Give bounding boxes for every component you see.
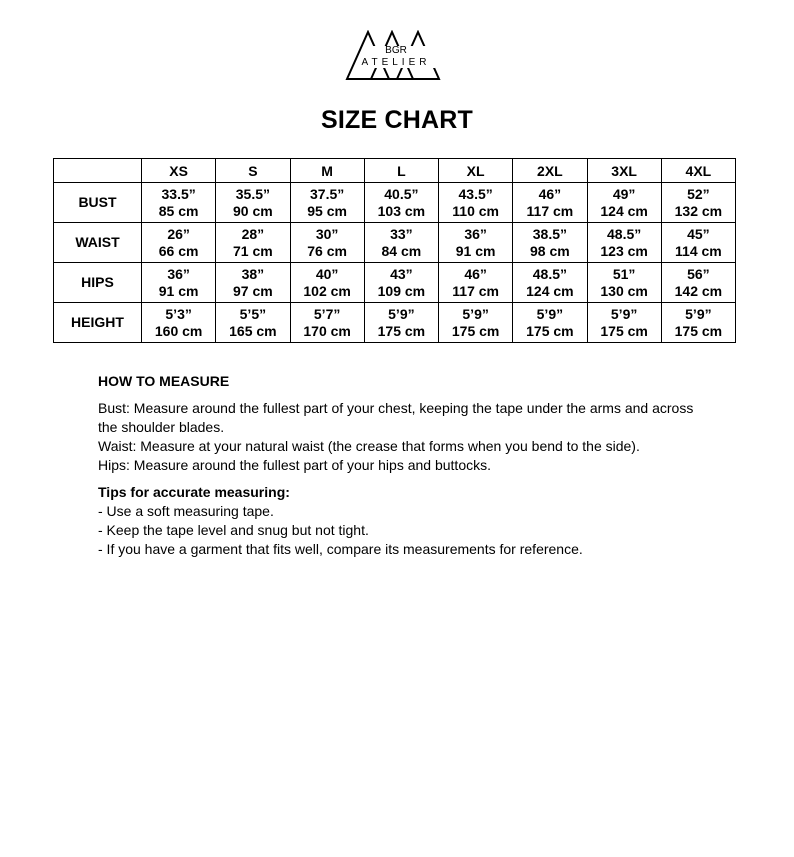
cell-inches: 5’9” (536, 305, 564, 322)
cell-inches: 26” (167, 225, 190, 242)
cell-inches: 38.5” (532, 225, 567, 242)
column-header-4xl: 4XL (661, 159, 735, 183)
cell-inches: 40.5” (384, 185, 419, 202)
cell-inches: 5’9” (388, 305, 415, 322)
table-cell (216, 263, 290, 303)
cell-centimeters: 76 cm (307, 242, 347, 259)
cell-inches: 5’5” (239, 305, 267, 322)
table-cell (364, 263, 438, 303)
table-cell (587, 303, 661, 343)
table-cell (216, 183, 290, 223)
cell-centimeters: 90 cm (233, 202, 273, 219)
table-cell (364, 183, 438, 223)
table-cell (439, 223, 513, 263)
table-cell (587, 183, 661, 223)
cell-centimeters: 97 cm (233, 282, 273, 299)
column-header-xl: XL (439, 159, 513, 183)
table-header-row (54, 159, 736, 183)
cell-inches: 5’9” (685, 305, 712, 322)
cell-inches: 52” (687, 185, 710, 202)
waist-instruction: Waist: Measure at your natural waist (the crease that forms when you bend to the side). (98, 438, 640, 454)
table-cell (290, 263, 364, 303)
measuring-instructions (98, 372, 698, 559)
logo-line1: BGR (385, 45, 407, 56)
table-cell (364, 303, 438, 343)
table-cell (216, 223, 290, 263)
cell-centimeters: 95 cm (307, 202, 347, 219)
table-cell (290, 303, 364, 343)
cell-inches: 51” (612, 265, 636, 282)
column-header-m: M (290, 159, 364, 183)
cell-centimeters: 117 cm (452, 282, 499, 299)
table-cell (661, 303, 735, 343)
table-cell (513, 223, 587, 263)
cell-centimeters: 142 cm (674, 282, 723, 299)
table-cell (439, 303, 513, 343)
cell-centimeters: 123 cm (600, 242, 648, 259)
cell-inches: 36” (167, 265, 190, 282)
table-cell (661, 183, 735, 223)
size-chart-table (53, 158, 736, 343)
cell-centimeters: 130 cm (600, 282, 648, 299)
cell-inches: 43.5” (458, 185, 493, 202)
cell-inches: 5’9” (462, 305, 489, 322)
table-cell (587, 263, 661, 303)
cell-inches: 46” (538, 185, 562, 202)
cell-inches: 56” (687, 265, 710, 282)
cell-inches: 45” (687, 225, 710, 242)
tip-item: - Use a soft measuring tape. (98, 503, 274, 519)
table-cell (439, 263, 513, 303)
cell-inches: 28” (241, 225, 265, 242)
cell-inches: 46” (464, 265, 487, 282)
cell-centimeters: 91 cm (455, 242, 496, 259)
cell-inches: 38” (241, 265, 265, 282)
table-cell (661, 263, 735, 303)
column-header-2xl: 2XL (513, 159, 587, 183)
table-cell (142, 223, 216, 263)
logo-line2: ATELIER (361, 57, 431, 68)
table-row-height (54, 303, 736, 343)
table-cell (364, 223, 438, 263)
cell-inches: 5’9” (610, 305, 638, 322)
table-cell (142, 183, 216, 223)
cell-inches: 33” (390, 225, 413, 242)
row-label: WAIST (54, 223, 142, 263)
logo-triangles-icon (345, 30, 447, 82)
cell-centimeters: 124 cm (600, 202, 648, 219)
cell-centimeters: 66 cm (158, 242, 199, 259)
column-header-xs: XS (142, 159, 216, 183)
cell-inches: 43” (390, 265, 413, 282)
cell-centimeters: 71 cm (233, 242, 273, 259)
brand-logo (345, 30, 447, 82)
table-cell (142, 303, 216, 343)
cell-centimeters: 165 cm (229, 322, 277, 339)
table-cell (142, 263, 216, 303)
cell-centimeters: 175 cm (451, 322, 500, 339)
table-cell (513, 303, 587, 343)
table-cell (290, 183, 364, 223)
how-to-measure-heading: HOW TO MEASURE (98, 373, 230, 389)
cell-centimeters: 85 cm (158, 202, 199, 219)
table-cell (661, 223, 735, 263)
cell-inches: 36” (464, 225, 487, 242)
column-header-3xl: 3XL (587, 159, 661, 183)
cell-inches: 40” (315, 265, 339, 282)
table-cell (439, 183, 513, 223)
cell-centimeters: 117 cm (526, 202, 574, 219)
cell-inches: 37.5” (310, 185, 345, 202)
cell-inches: 5’7” (313, 305, 341, 322)
row-label: BUST (54, 183, 142, 223)
cell-centimeters: 124 cm (526, 282, 574, 299)
row-label: HIPS (54, 263, 142, 303)
cell-centimeters: 84 cm (381, 242, 422, 259)
table-cell (290, 223, 364, 263)
column-header-l: L (364, 159, 438, 183)
table-cell (513, 263, 587, 303)
cell-centimeters: 132 cm (674, 202, 723, 219)
hips-instruction: Hips: Measure around the fullest part of your hips and buttocks. (98, 457, 491, 473)
cell-centimeters: 110 cm (452, 202, 499, 219)
tip-item: - Keep the tape level and snug but not tight. (98, 522, 369, 538)
row-label: HEIGHT (54, 303, 142, 343)
cell-inches: 49” (612, 185, 636, 202)
cell-centimeters: 98 cm (530, 242, 570, 259)
cell-centimeters: 175 cm (674, 322, 723, 339)
page-title: SIZE CHART (321, 106, 473, 134)
cell-centimeters: 109 cm (377, 282, 426, 299)
cell-centimeters: 175 cm (526, 322, 574, 339)
cell-inches: 35.5” (235, 185, 270, 202)
table-row-waist (54, 223, 736, 263)
table-row-hips (54, 263, 736, 303)
tips-heading: Tips for accurate measuring: (98, 484, 290, 500)
cell-centimeters: 175 cm (377, 322, 426, 339)
bust-instruction: Bust: Measure around the fullest part of your chest, keeping the tape under the arms and across the shoulder blades. (98, 400, 694, 435)
cell-inches: 5’3” (165, 305, 192, 322)
cell-inches: 48.5” (532, 265, 567, 282)
cell-centimeters: 114 cm (675, 242, 722, 259)
table-cell (513, 183, 587, 223)
tip-item: - If you have a garment that fits well, compare its measurements for reference. (98, 541, 583, 557)
cell-centimeters: 160 cm (154, 322, 203, 339)
table-row-bust (54, 183, 736, 223)
cell-inches: 30” (315, 225, 339, 242)
cell-inches: 48.5” (607, 225, 642, 242)
cell-centimeters: 91 cm (158, 282, 199, 299)
table-cell (587, 223, 661, 263)
column-header-s: S (216, 159, 290, 183)
cell-centimeters: 170 cm (303, 322, 351, 339)
cell-centimeters: 102 cm (303, 282, 351, 299)
table-corner-cell (54, 159, 142, 183)
cell-centimeters: 103 cm (377, 202, 426, 219)
table-cell (216, 303, 290, 343)
cell-inches: 33.5” (161, 185, 196, 202)
cell-centimeters: 175 cm (600, 322, 648, 339)
